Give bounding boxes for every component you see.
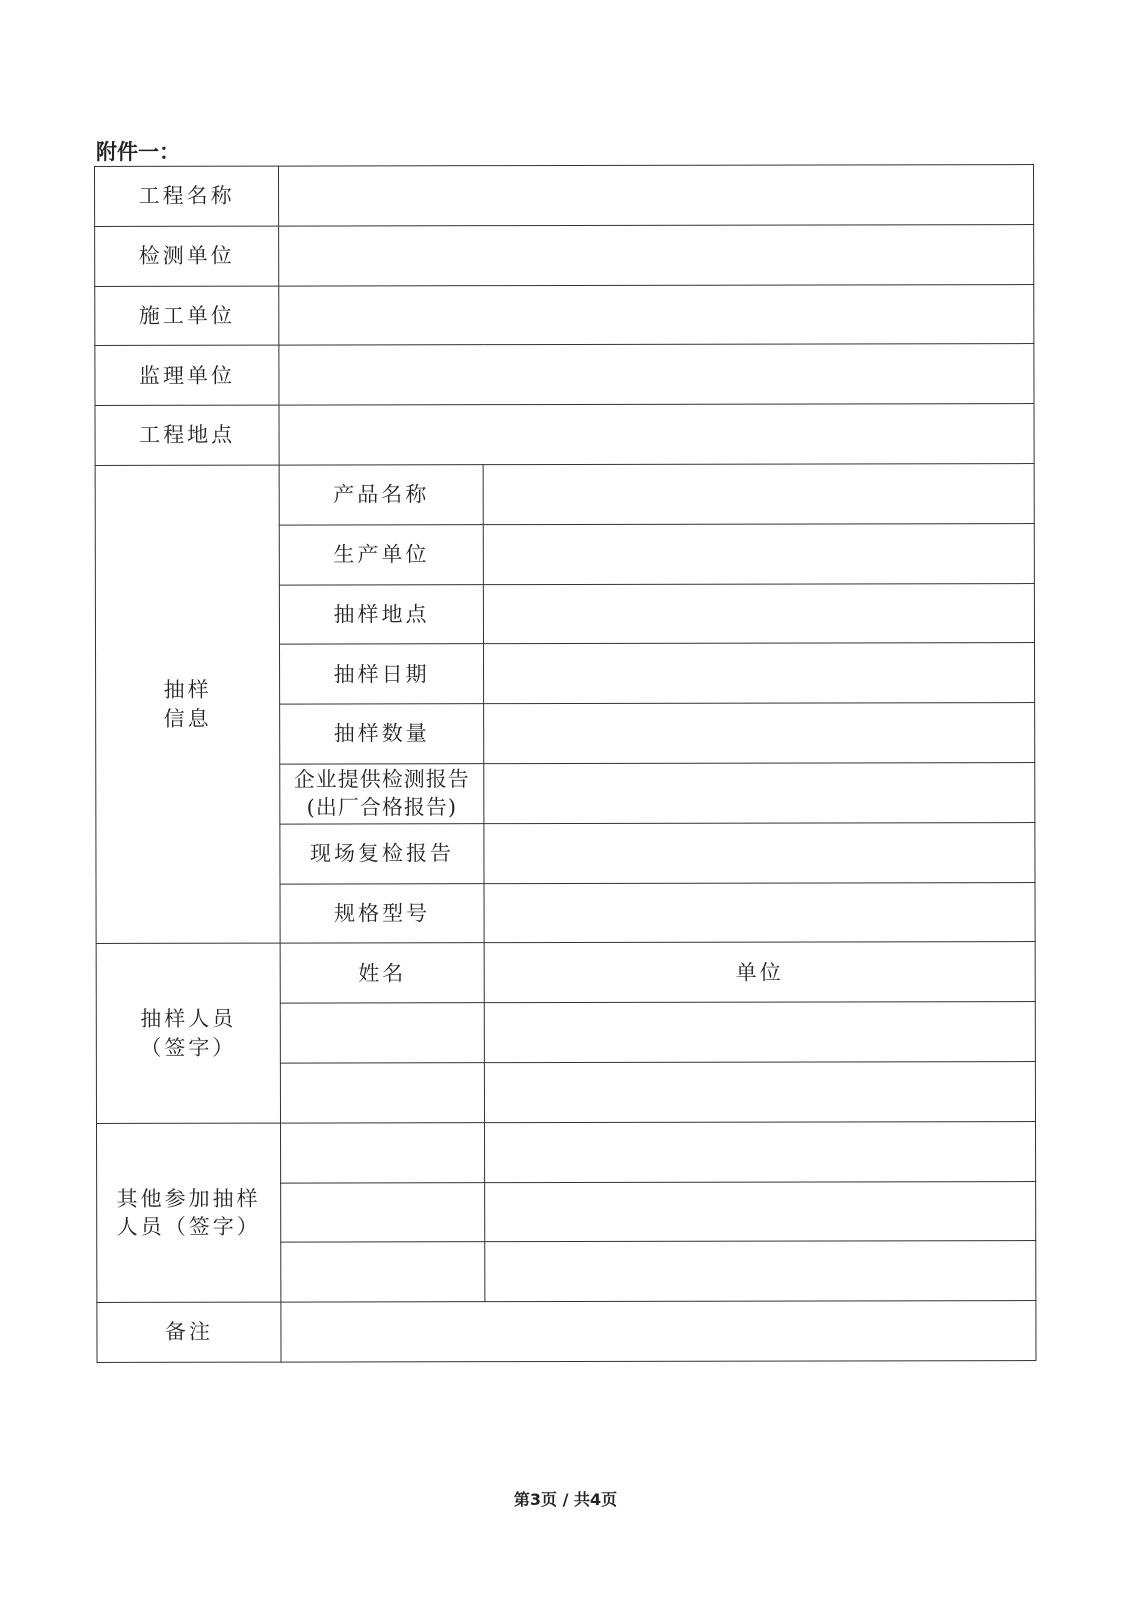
remarks-field[interactable] bbox=[281, 1301, 1036, 1362]
table-row bbox=[95, 404, 1034, 466]
table-row bbox=[95, 344, 1034, 406]
sampling-form-table bbox=[94, 164, 1037, 1363]
other-samplers-label-line2: 人员（签字） bbox=[116, 1214, 261, 1239]
label-sampling-date: 抽样日期 bbox=[280, 644, 484, 704]
table-row bbox=[97, 1301, 1036, 1363]
construction-unit-field[interactable] bbox=[279, 284, 1034, 345]
enterprise-report-label-line2: (出厂合格报告) bbox=[306, 795, 458, 820]
label-testing-unit: 检测单位 bbox=[95, 226, 279, 286]
samplers-label-line2: （签字） bbox=[140, 1035, 237, 1060]
other-sampler-1-name-cell[interactable] bbox=[281, 1122, 485, 1182]
onsite-retest-report-field[interactable] bbox=[484, 822, 1035, 883]
sampling-info-label-line2: 信息 bbox=[163, 706, 212, 731]
product-name-field[interactable] bbox=[483, 464, 1034, 525]
sampler-2-unit-cell[interactable] bbox=[484, 1061, 1035, 1122]
other-sampler-3-name-cell[interactable] bbox=[281, 1242, 485, 1302]
sampling-info-group-label bbox=[95, 465, 280, 944]
other-sampler-1-unit-cell[interactable] bbox=[485, 1121, 1036, 1182]
other-sampler-2-name-cell[interactable] bbox=[281, 1182, 485, 1242]
label-spec-model: 规格型号 bbox=[280, 883, 484, 943]
supervision-unit-field[interactable] bbox=[279, 344, 1034, 405]
sampling-location-field[interactable] bbox=[483, 583, 1034, 644]
enterprise-report-field[interactable] bbox=[484, 762, 1035, 823]
samplers-group-label bbox=[96, 943, 280, 1123]
label-sampling-location: 抽样地点 bbox=[279, 584, 483, 644]
sampling-info-label-line1: 抽样 bbox=[163, 678, 212, 703]
testing-unit-field[interactable] bbox=[279, 224, 1034, 285]
table-row bbox=[95, 464, 1034, 526]
label-product-name: 产品名称 bbox=[279, 465, 483, 525]
label-project-name: 工程名称 bbox=[95, 166, 279, 226]
name-column-header: 姓名 bbox=[280, 943, 484, 1003]
unit-column-header: 单位 bbox=[484, 942, 1035, 1003]
label-enterprise-report bbox=[280, 764, 484, 824]
project-name-field[interactable] bbox=[279, 165, 1034, 226]
label-construction-unit: 施工单位 bbox=[95, 286, 279, 346]
table-row bbox=[95, 284, 1034, 346]
other-samplers-group-label bbox=[97, 1123, 281, 1303]
project-location-field[interactable] bbox=[279, 404, 1034, 465]
table-row bbox=[97, 1121, 1036, 1183]
samplers-label-line1: 抽样人员 bbox=[140, 1006, 237, 1032]
table-row bbox=[95, 224, 1034, 286]
other-sampler-3-unit-cell[interactable] bbox=[485, 1241, 1036, 1302]
sampling-date-field[interactable] bbox=[484, 643, 1035, 704]
label-remarks: 备注 bbox=[97, 1302, 281, 1362]
spec-model-field[interactable] bbox=[484, 882, 1035, 943]
table-row bbox=[96, 942, 1035, 1004]
label-project-location: 工程地点 bbox=[95, 405, 279, 465]
sampler-2-name-cell[interactable] bbox=[280, 1063, 484, 1123]
sampling-quantity-field[interactable] bbox=[484, 703, 1035, 764]
label-sampling-quantity: 抽样数量 bbox=[280, 704, 484, 764]
table-row bbox=[95, 165, 1034, 227]
enterprise-report-label-line1: 企业提供检测报告 bbox=[293, 767, 470, 792]
other-samplers-label-line1: 其他参加抽样 bbox=[116, 1186, 261, 1211]
label-manufacturer: 生产单位 bbox=[279, 524, 483, 584]
page-number-footer: 第3页 / 共4页 bbox=[513, 1490, 618, 1509]
other-sampler-2-unit-cell[interactable] bbox=[485, 1181, 1036, 1242]
label-supervision-unit: 监理单位 bbox=[95, 346, 279, 406]
sampler-1-name-cell[interactable] bbox=[280, 1003, 484, 1063]
sampler-1-unit-cell[interactable] bbox=[484, 1002, 1035, 1063]
manufacturer-field[interactable] bbox=[483, 523, 1034, 584]
attachment-title: 附件一： bbox=[96, 140, 180, 164]
label-onsite-retest-report: 现场复检报告 bbox=[280, 823, 484, 883]
